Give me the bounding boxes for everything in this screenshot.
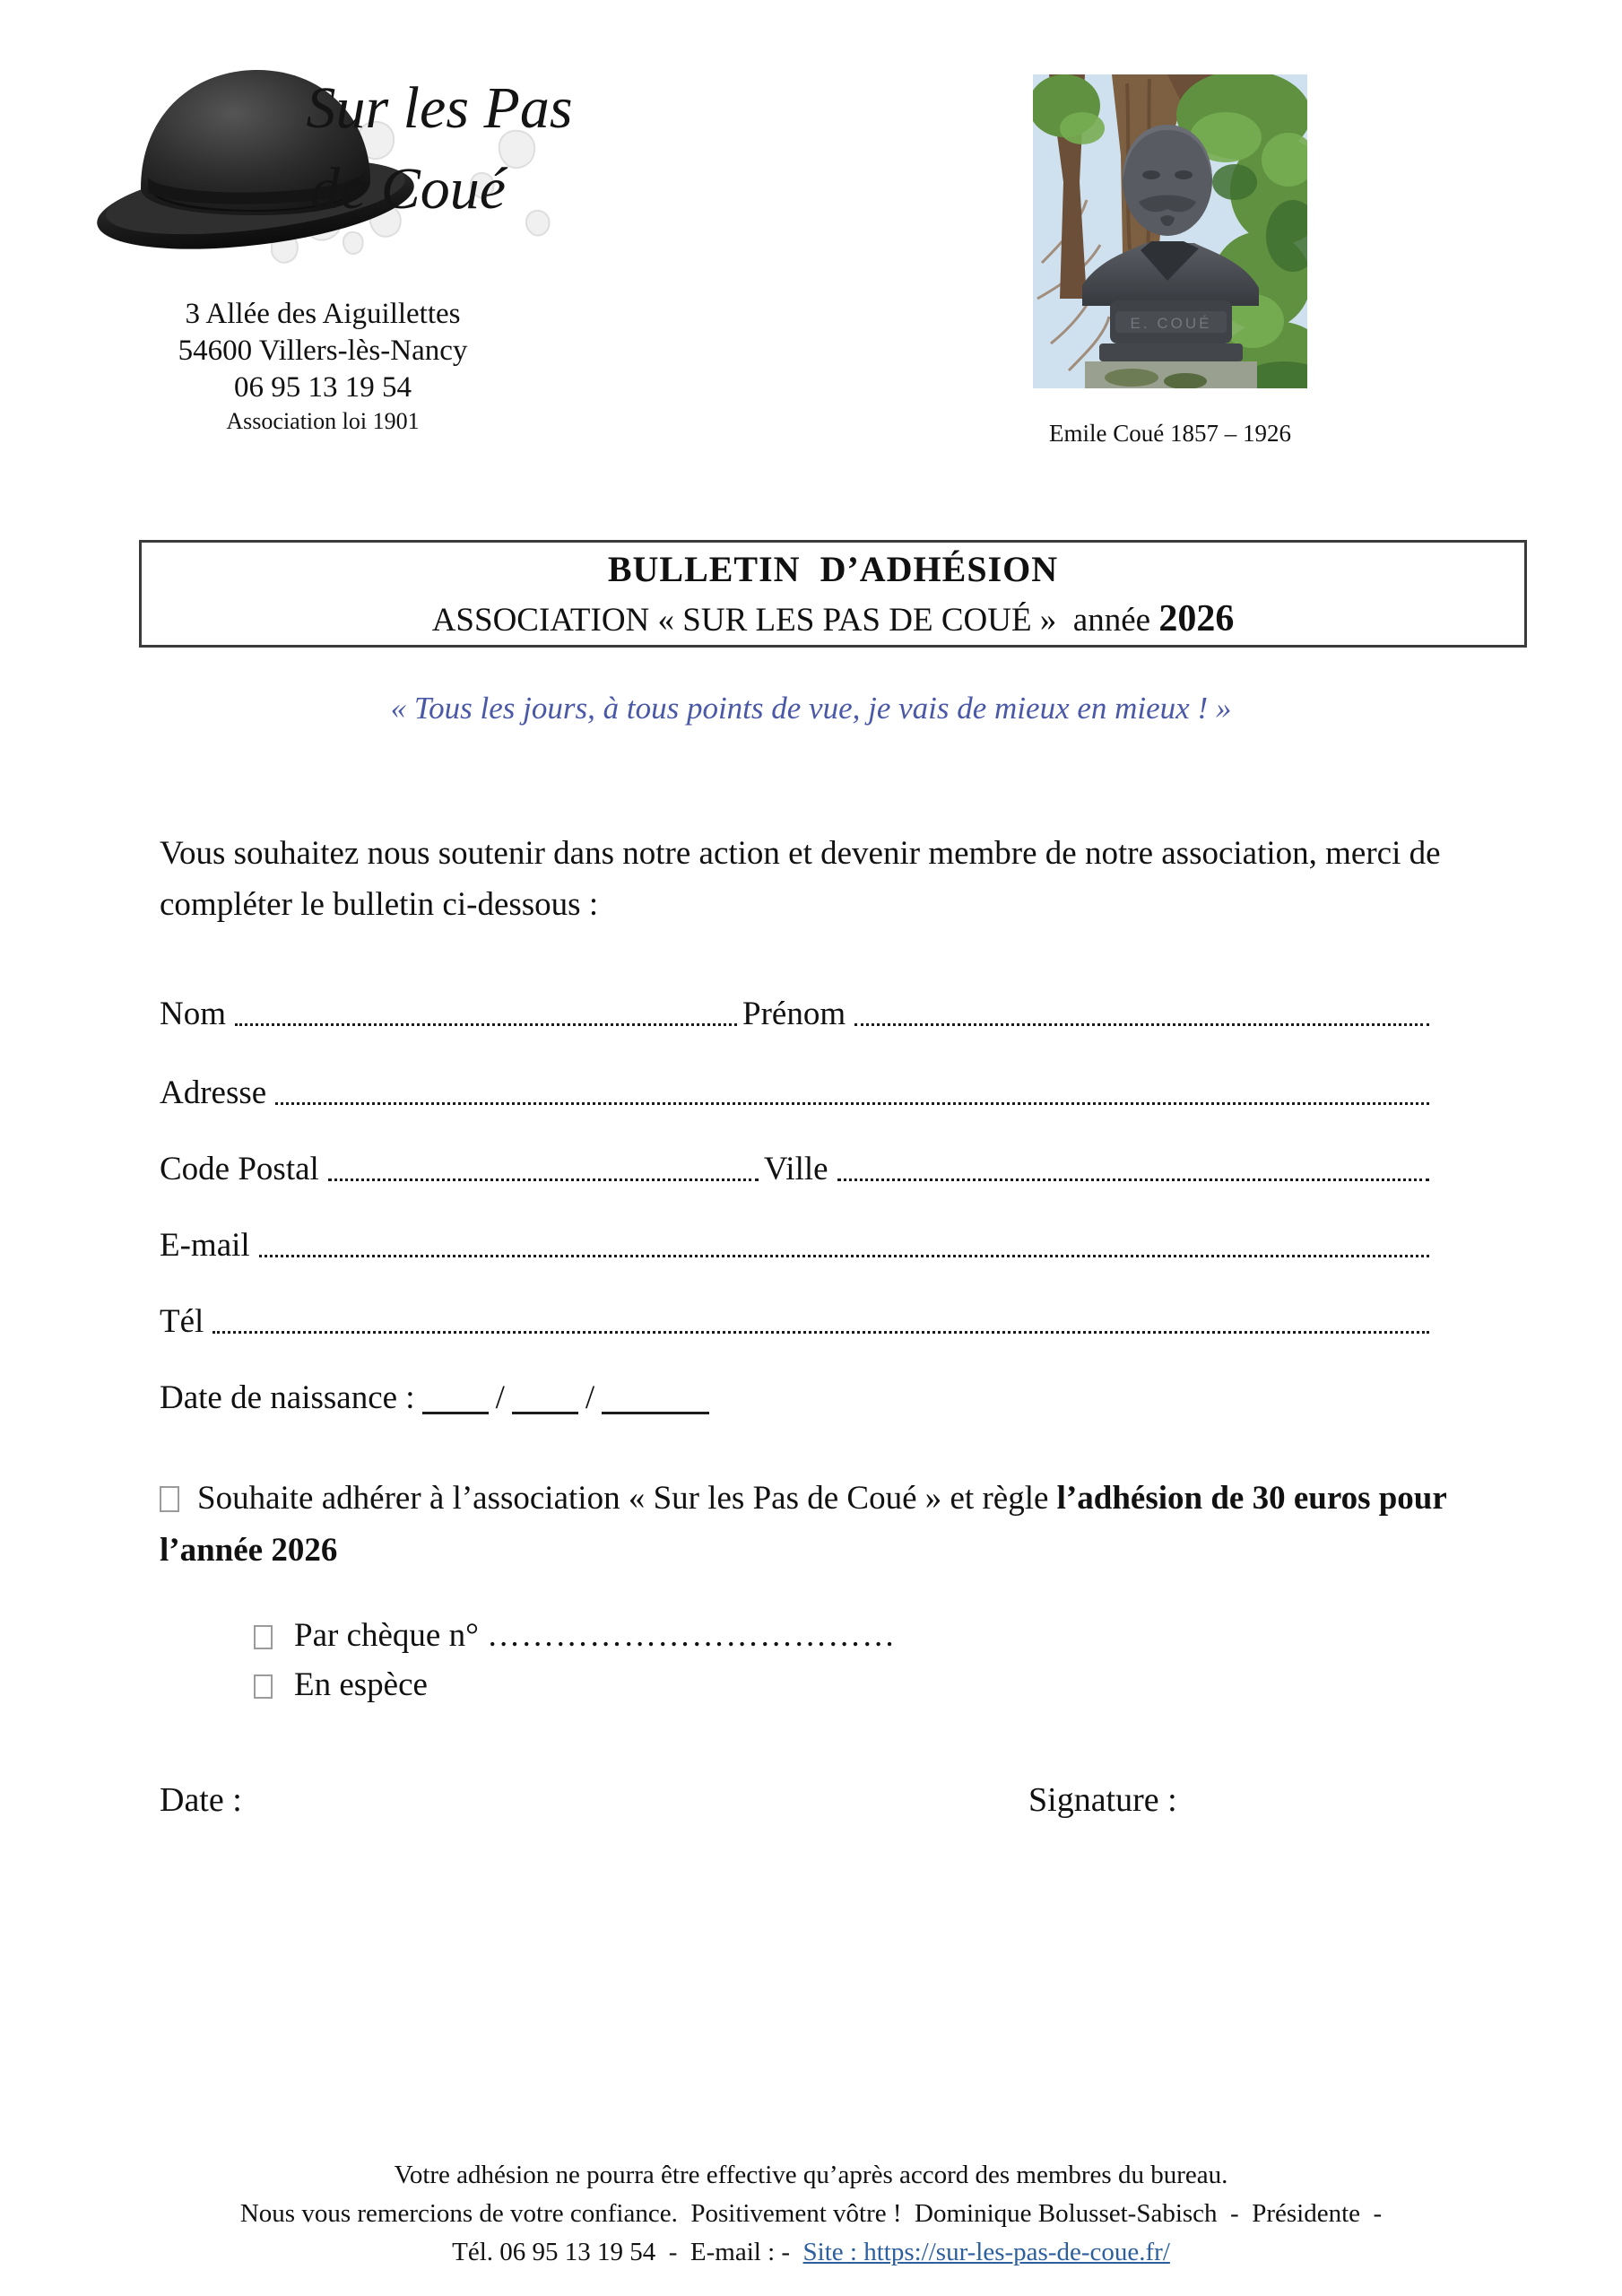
- photo-caption: Emile Coué 1857 – 1926: [1049, 420, 1291, 447]
- code-postal-label: Code Postal: [160, 1151, 319, 1187]
- date-naissance-label: Date de naissance :: [160, 1379, 415, 1416]
- payment-option-cheque: [254, 1611, 1240, 1660]
- signature-label: Signature :: [1028, 1781, 1177, 1819]
- membership-text: Souhaite adhérer à l’association « Sur les Pas de Coué » et règle: [197, 1480, 1057, 1517]
- field-row-codepostal-ville: [160, 1144, 1435, 1186]
- intro-paragraph: Vous souhaitez nous soutenir dans notre action et devenir membre de notre association, merci de compléter le bulletin ci-dessous :: [160, 835, 1441, 923]
- email-label: E-mail: [160, 1227, 250, 1264]
- field-row-tel: [160, 1297, 1435, 1338]
- logo-name-line2: de Coué: [309, 156, 507, 222]
- association-law: Association loi 1901: [226, 408, 420, 434]
- form-subtitle-text: ASSOCIATION « SUR LES PAS DE COUÉ » année: [431, 601, 1159, 639]
- field-row-adresse: [160, 1068, 1435, 1109]
- adresse-label: Adresse: [160, 1074, 267, 1111]
- date-label: Date :: [160, 1781, 242, 1819]
- adresse-fill-line: [275, 1101, 1429, 1105]
- ville-fill-line: [837, 1178, 1429, 1181]
- footer-contact-text: Tél. 06 95 13 19 54 - E-mail : -: [452, 2238, 803, 2266]
- footer-thanks: Nous vous remercions de votre confiance. Positivement vôtre ! Dominique Bolusset-Sabisch - Présidente -: [239, 2199, 1383, 2228]
- membership-statement: [160, 1473, 1514, 1577]
- prenom-label: Prénom: [742, 996, 846, 1032]
- field-row-date-naissance: [160, 1373, 1435, 1414]
- emile-coue-photo: [1033, 74, 1307, 388]
- cash-checkbox[interactable]: [254, 1674, 273, 1699]
- birth-year-blank: [602, 1408, 709, 1414]
- address-line2: 54600 Villers-lès-Nancy: [178, 335, 468, 367]
- address-line1: 3 Allée des Aiguillettes: [185, 298, 461, 330]
- birth-day-blank: [422, 1408, 489, 1414]
- form-title: BULLETIN D’ADHÉSION: [607, 548, 1059, 589]
- cheque-label: Par chèque n°: [294, 1617, 488, 1654]
- field-row-email: [160, 1221, 1435, 1262]
- form-year: 2026: [1158, 597, 1235, 639]
- website-link[interactable]: Site : https://sur-les-pas-de-coue.fr/: [802, 2238, 1170, 2266]
- footer: [0, 2156, 1622, 2272]
- birth-month-blank: [512, 1408, 578, 1414]
- tel-fill-line: [213, 1330, 1429, 1334]
- bowler-hat-logo: [85, 45, 574, 287]
- footer-notice: Votre adhésion ne pourra être effective qu’après accord des membres du bureau.: [394, 2161, 1228, 2189]
- ville-label: Ville: [763, 1151, 828, 1187]
- footer-contact: [0, 2233, 1622, 2272]
- title-box: [139, 540, 1527, 648]
- date-signature-row: [160, 1780, 1531, 1825]
- nom-fill-line: [235, 1022, 737, 1026]
- code-postal-fill-line: [328, 1178, 759, 1181]
- date-separator: /: [585, 1379, 595, 1416]
- membership-checkbox[interactable]: [160, 1486, 179, 1512]
- field-row-nom-prenom: [160, 989, 1435, 1031]
- association-phone: 06 95 13 19 54: [234, 371, 412, 404]
- logo-name-line1: Sur les Pas: [306, 75, 573, 141]
- cheque-number-fill-line: ………………………………: [487, 1617, 897, 1654]
- pedestal-inscription: E. COUÉ: [1130, 315, 1212, 332]
- membership-fee-text: l’adhésion de 30 euros pour l’année 2026: [160, 1480, 1447, 1569]
- payment-option-cash: [254, 1660, 1240, 1709]
- cash-label: En espèce: [294, 1666, 428, 1703]
- cheque-checkbox[interactable]: [254, 1625, 273, 1649]
- prenom-fill-line: [854, 1022, 1429, 1026]
- association-address: [103, 296, 542, 437]
- form-subtitle: [432, 597, 1235, 640]
- date-separator: /: [495, 1379, 505, 1416]
- email-fill-line: [259, 1254, 1429, 1257]
- nom-label: Nom: [160, 996, 226, 1032]
- tel-label: Tél: [160, 1303, 204, 1340]
- payment-options: [254, 1611, 1240, 1709]
- coue-quote: « Tous les jours, à tous points de vue, je vais de mieux en mieux ! »: [390, 691, 1232, 726]
